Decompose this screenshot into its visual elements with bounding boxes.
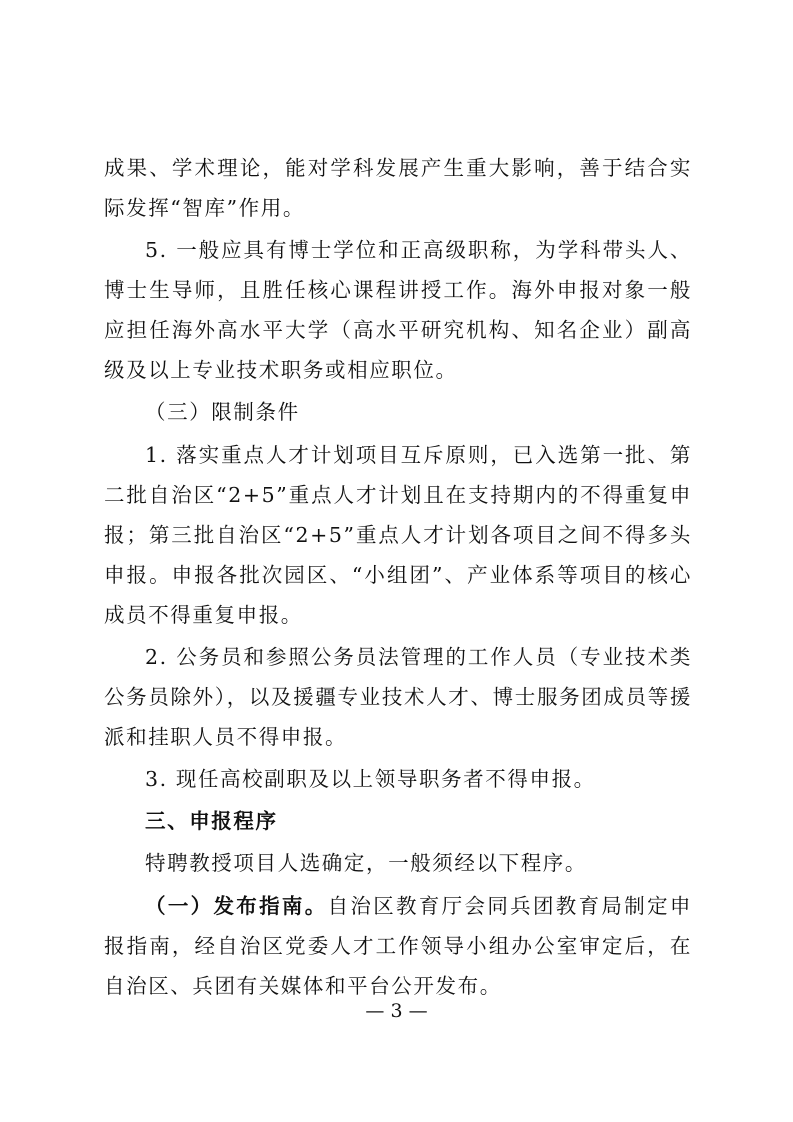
paragraph-procedure-intro: 特聘教授项目人选确定，一般须经以下程序。 [145,851,587,876]
paragraph-step-1 [104,886,692,1006]
paragraph-item-5: 5. 一般应具有博士学位和正高级职称，为学科带头人、博士生导师，且胜任核心课程讲授工作。海外申报对象一般应担任海外高水平大学（高水平研究机构、知名企业）副高级及以上专业技术职务或相应职位。 [104,238,692,383]
subheading-restrictions: （三）限制条件 [145,400,300,425]
step-1-text: 自治区教育厅会同兵团教育局制定申报指南，经自治区党委人才工作领导小组办公室审定后，在自治区、兵团有关媒体和平台公开发布。 [104,893,692,998]
document-body [104,148,692,1008]
paragraph-restriction-3: 3. 现任高校副职及以上领导职务者不得申报。 [145,766,596,791]
paragraph-restriction-1: 1. 落实重点人才计划项目互斥原则，已入选第一批、第二批自治区“2+5”重点人才计划且在支持期内的不得重复申报；第三批自治区“2+5”重点人才计划各项目之间不得多头申报。申报各批次园区、“小组团”、产业体系等项目的核心成员不得重复申报。 [104,442,692,627]
paragraph-restriction-2: 2. 公务员和参照公务员法管理的工作人员（专业技术类公务员除外），以及援疆专业技术人才、博士服务团成员等援派和挂职人员不得申报。 [104,644,692,749]
page-number: — 3 — [365,1000,428,1022]
section-heading-procedure: 三、申报程序 [145,809,278,834]
step-1-lead: （一）发布指南。 [145,893,328,918]
paragraph-continuation: 成果、学术理论，能对学科发展产生重大影响，善于结合实际发挥“智库”作用。 [104,156,692,220]
